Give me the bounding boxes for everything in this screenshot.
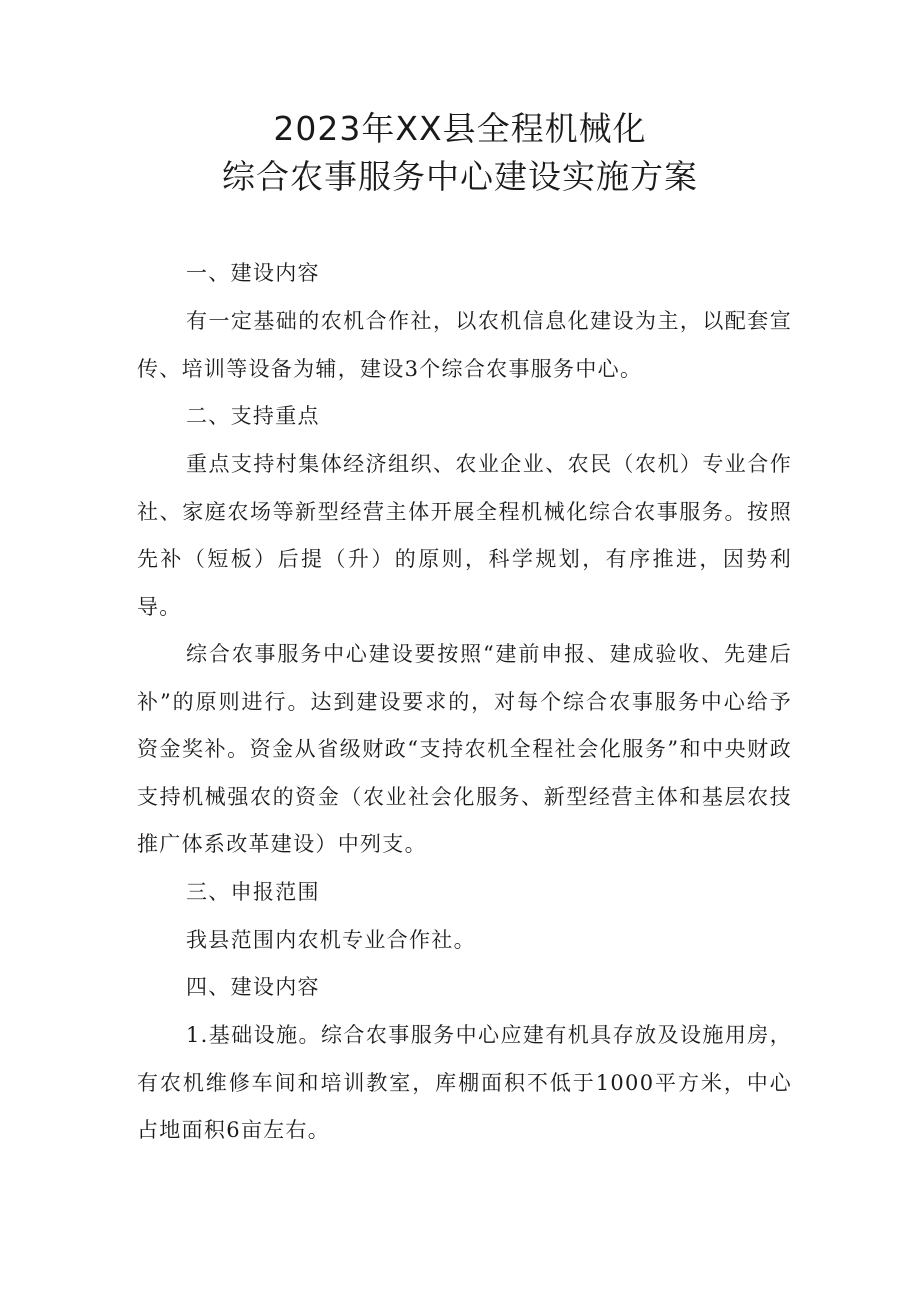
- section-heading-construction-content-4: 四、建设内容: [186, 975, 320, 999]
- section-paragraph: 我县范围内农机专业合作社。: [186, 928, 476, 952]
- document-title-line-2: 综合农事服务中心建设实施方案: [222, 157, 698, 196]
- section-paragraph: 1.基础设施。综合农事服务中心应建有机具存放及设施用房，有农机维修车间和培训教室，库棚面积不低于1000平方米，中心占地面积6亩左右。: [137, 1023, 792, 1142]
- section-heading-application-scope: 三、申报范围: [186, 880, 320, 904]
- section-paragraph: 综合农事服务中心建设要按照“建前申报、建成验收、先建后补”的原则进行。达到建设要求的，对每个综合农事服务中心给予资金奖补。资金从省级财政“支持农机全程社会化服务”和中央财政支持机械强农的资金（农业社会化服务、新型经营主体和基层农技推广体系改革建设）中列支。: [137, 642, 792, 856]
- document-title-line-1: 2023年XX县全程机械化: [273, 109, 647, 148]
- section-paragraph: 重点支持村集体经济组织、农业企业、农民（农机）专业合作社、家庭农场等新型经营主体开展全程机械化综合农事服务。按照先补（短板）后提（升）的原则，科学规划，有序推进，因势利导。: [137, 452, 792, 619]
- section-heading-support-focus: 二、支持重点: [186, 404, 320, 428]
- section-paragraph: 有一定基础的农机合作社，以农机信息化建设为主，以配套宣传、培训等设备为辅，建设3个综合农事服务中心。: [137, 309, 792, 381]
- section-heading-construction-content: 一、建设内容: [186, 261, 320, 285]
